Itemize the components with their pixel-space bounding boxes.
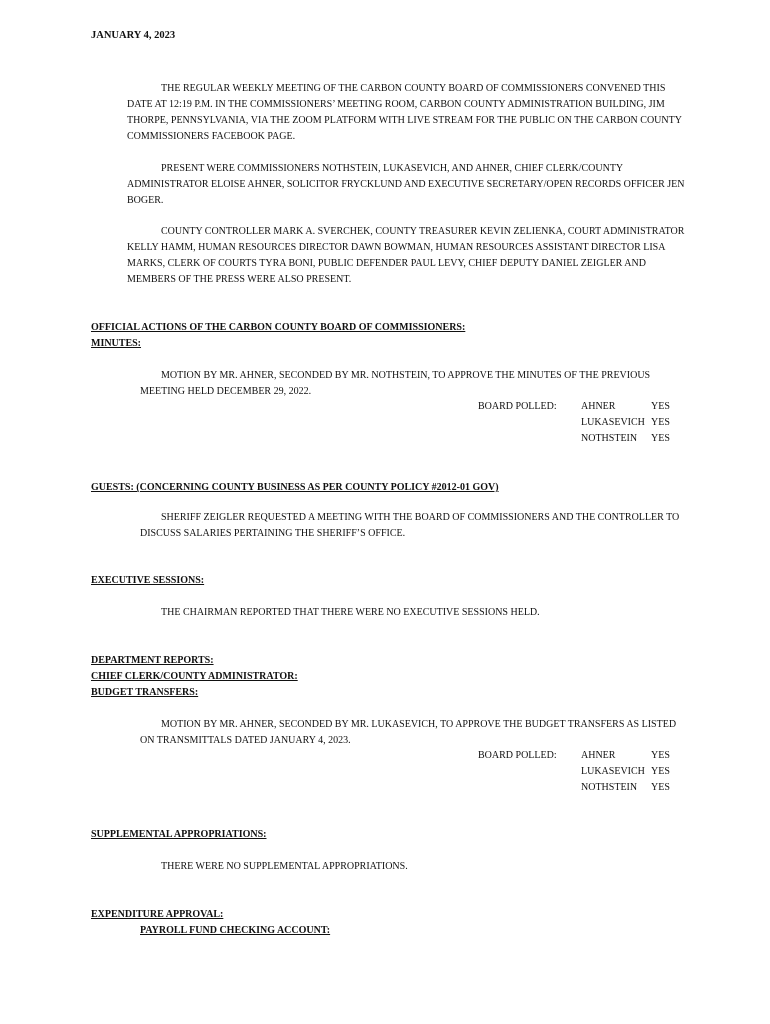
poll-name-nothstein: NOTHSTEIN bbox=[581, 433, 638, 444]
poll-name-lukasevich: LUKASEVICH bbox=[581, 417, 645, 428]
poll-name-ahner-2: AHNER bbox=[581, 750, 616, 761]
supplemental-appropriations-heading: SUPPLEMENTAL APPROPRIATIONS: bbox=[91, 829, 267, 840]
poll-vote-ahner-2: YES bbox=[651, 750, 670, 761]
intro-paragraph-1: THE REGULAR WEEKLY MEETING OF THE CARBON COUNTY BOARD OF COMMISSIONERS CONVENED THIS DATE AT 12:19 P.M. IN THE COMMISSIONERS’ MEETING ROOM, CARBON COUNTY ADMINISTRATION BUILDING, JIM THORPE, PENNSYLVANIA, VIA THE ZOOM PLATFORM WITH LIVE STREAM FOR THE PUBLIC ON THE CARBON COUNTY COMMISSIONERS FACEBOOK PAGE. bbox=[127, 83, 682, 142]
official-actions-heading: OFFICIAL ACTIONS OF THE CARBON COUNTY BOARD OF COMMISSIONERS: bbox=[91, 322, 466, 333]
poll-vote-nothstein-2: YES bbox=[651, 782, 670, 793]
budget-transfers-motion: MOTION BY MR. AHNER, SECONDED BY MR. LUKASEVICH, TO APPROVE THE BUDGET TRANSFERS AS LISTED ON TRANSMITTALS DATED JANUARY 4, 2023. bbox=[140, 719, 677, 746]
board-polled-label-2: BOARD POLLED: bbox=[478, 750, 557, 761]
poll-name-ahner: AHNER bbox=[581, 401, 616, 412]
executive-sessions-heading: EXECUTIVE SESSIONS: bbox=[91, 575, 205, 586]
poll-vote-lukasevich: YES bbox=[651, 417, 670, 428]
department-reports-heading: DEPARTMENT REPORTS: bbox=[91, 655, 214, 666]
intro-paragraph-2: PRESENT WERE COMMISSIONERS NOTHSTEIN, LUKASEVICH, AND AHNER, CHIEF CLERK/COUNTY ADMINISTRATOR ELOISE AHNER, SOLICITOR FRYCKLUND AND EXECUTIVE SECRETARY/OPEN RECORDS OFFICER JEN BOGER. bbox=[127, 163, 685, 206]
minutes-heading: MINUTES: bbox=[91, 338, 142, 349]
budget-transfers-heading: BUDGET TRANSFERS: bbox=[91, 687, 199, 698]
guests-text: SHERIFF ZEIGLER REQUESTED A MEETING WITH THE BOARD OF COMMISSIONERS AND THE CONTROLLER TO DISCUSS SALARIES PERTAINING THE SHERIFF’S OFFICE. bbox=[140, 512, 680, 539]
poll-vote-ahner: YES bbox=[651, 401, 670, 412]
executive-sessions-text: THE CHAIRMAN REPORTED THAT THERE WERE NO EXECUTIVE SESSIONS HELD. bbox=[161, 607, 540, 618]
meeting-date: JANUARY 4, 2023 bbox=[91, 30, 176, 41]
guests-heading: GUESTS: (CONCERNING COUNTY BUSINESS AS PER COUNTY POLICY #2012-01 GOV) bbox=[91, 482, 499, 493]
poll-name-lukasevich-2: LUKASEVICH bbox=[581, 766, 645, 777]
board-polled-label: BOARD POLLED: bbox=[478, 401, 557, 412]
minutes-motion: MOTION BY MR. AHNER, SECONDED BY MR. NOTHSTEIN, TO APPROVE THE MINUTES OF THE PREVIOUS MEETING HELD DECEMBER 29, 2022. bbox=[140, 370, 651, 397]
poll-vote-lukasevich-2: YES bbox=[651, 766, 670, 777]
poll-vote-nothstein: YES bbox=[651, 433, 670, 444]
payroll-fund-heading: PAYROLL FUND CHECKING ACCOUNT: bbox=[140, 925, 331, 936]
expenditure-approval-heading: EXPENDITURE APPROVAL: bbox=[91, 909, 224, 920]
chief-clerk-heading: CHIEF CLERK/COUNTY ADMINISTRATOR: bbox=[91, 671, 298, 682]
supplemental-appropriations-text: THERE WERE NO SUPPLEMENTAL APPROPRIATIONS. bbox=[161, 861, 408, 872]
poll-name-nothstein-2: NOTHSTEIN bbox=[581, 782, 638, 793]
intro-paragraph-3: COUNTY CONTROLLER MARK A. SVERCHEK, COUNTY TREASURER KEVIN ZELIENKA, COURT ADMINISTRATOR KELLY HAMM, HUMAN RESOURCES DIRECTOR DAWN BOWMAN, HUMAN RESOURCES ASSISTANT DIRECTOR LISA MARKS, CLERK OF COURTS TYRA BONI, PUBLIC DEFENDER PAUL LEVY, CHIEF DEPUTY DANIEL ZEIGLER AND MEMBERS OF THE PRESS WERE ALSO PRESENT. bbox=[127, 226, 685, 285]
